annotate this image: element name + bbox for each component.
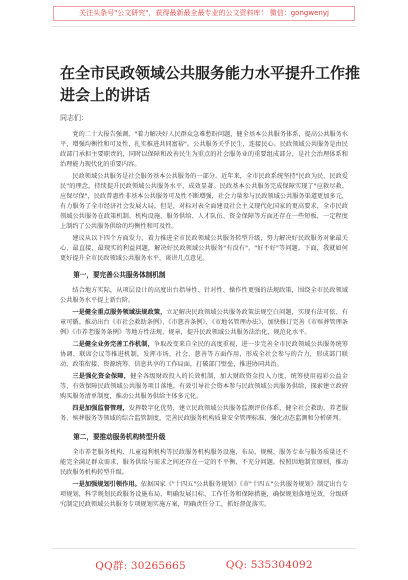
qq-group-text: QQ群: 30265665 (95, 559, 186, 572)
intro-paragraph: 建议从以下四个方面发力，着力推进全市民政领域公共服务转型升级，努力解决好民政服务对象最关心、最直接、最现实的利益问题，解决好民政领域公共服务"有没有"、"好不好"等问题。下面，我就如何更好提升全市民政领域公共服务水平，谈讲几点意见。 (60, 235, 348, 262)
header-divider (52, 26, 356, 27)
document-body (60, 130, 348, 512)
intro-paragraph: 党的二十大报告强调，"着力解决好人民群众急难愁盼问题，健全基本公共服务体系，提高公共服务水平，增强均衡性和可及性，扎实推进共同富裕"。公共服务关乎民生，连接民心。民政领域公共服务是由民政部门承担主要职责的，同时以保障和改善民生为重点的社会服务业的重要组成部分，是社会治理体系和治理能力现代化的重要内容。 (60, 131, 348, 168)
section-paragraph: 三是强化资金保障，健全各级财政投入的长效机制，加大财政资金投入力度，统筹使用福彩公益金等，有效保障民政领域公共服务项目落地。有效引导社会资本参与民政领域公共服务供给，探索建立政府购买服务清单制度，推动公共服务供给主体多元化。 (60, 373, 348, 400)
footer-contact (0, 550, 408, 580)
section-paragraph: 全市养老服务机构、儿童福利机构等民政服务机构服务设施、布局、规模、服务专业与服务质量还不能完全满足群众需求，服务供给与需求之间还存在一定的不平衡、不充分问题。按照因地制宜原则，推动民政服务机构转型升级。 (60, 449, 348, 476)
section-paragraph: 二是健全业务完善工作机制，争取改变来自全民的高度重视，进一步完善全市民政领域公共服务统筹协调、联席会议等推进机制，发挥市场、社会、慈善等方面作用，形成全社会参与的合力，形成部门联动、政策衔接、资源统筹、信息共享的工作局面，打破部门壁垒，推进协同共治。 (60, 341, 348, 368)
intro-paragraph: 民政领域公共服务是社会服务基本公共服务的一部分。近年来，全市民政系统坚持"民政为民、民政爱民"的理念，持续提升民政领域公共服务水平，成效显著。民政基本公共服务完成保障实现了"应救尽救、应保尽保"，民政普惠性非基本公共服务可及性不断增强，社会力量参与民政领域公共服务渠道更加多元，有力服务了全市经济社会发展大局。但是，对标对表全面建设社会主义现代化国家的更高要求，全市民政领域公共服务在政策机制、机构设施、服务供给、人才队伍、资金保障等方面还存在一些短板，一定程度上制约了公共服务供给的均衡性和可及性。 (60, 173, 348, 230)
section-paragraph: 四是加强监督管理，发挥数字化优势，建立民政领域公共服务监测评价体系，健全社会救助、养老服务、殡葬服务等领域的综合监管制度，完善民政服务机构质量安全管理标准，强化动态监测和分析研判。 (60, 405, 348, 422)
promo-banner: 关注头条号"公文研究"，获得最新最全最专业的公文资料库！ 微信：gongwenyj (53, 6, 355, 21)
section-paragraph: 一是加强规划引领作用。依据国家《"十四五"公共服务规划》《市"十四五"公共服务规划》制定出台专项规划，科学规划民政服务设施布局，明确发展目标、工作任务和保障措施，确保规划落地见效，分级研究制定民政领域公共服务专项规划实施方案，明确责任分工，抓好督促落实。 (60, 481, 348, 508)
section-heading: 第二，要推动服务机构转型升级 (73, 433, 166, 441)
section-paragraph: 一是健全重点服务领域法规政策，立足解决民政领域公共服务政策法规空白问题，实现有法可依、有章可循。推动出台《市社会救助条例》、《市慈善条例》、《市地名管理办法》，加快修订完善《市殡葬管理条例》《市养老服务条例》等地方性法规、规章，提升民政领域公共服务法治化、规范化水平。 (60, 309, 348, 336)
qq-number-text: QQ: 535304092 (225, 559, 313, 571)
document-title: 在全市民政领域公共服务能力水平提升工作推进会上的讲话 (60, 64, 361, 104)
greeting: 同志们： (60, 114, 88, 122)
section-heading: 第一，要完善公共服务体制机制 (73, 271, 166, 279)
footer-divider (52, 548, 356, 549)
section-paragraph: 结合地方实际，从项层设计的高度出台指导性、针对性、操作性更强的法规政策，围绕全市民政领域公共服务水平提上新台阶。 (60, 287, 348, 304)
